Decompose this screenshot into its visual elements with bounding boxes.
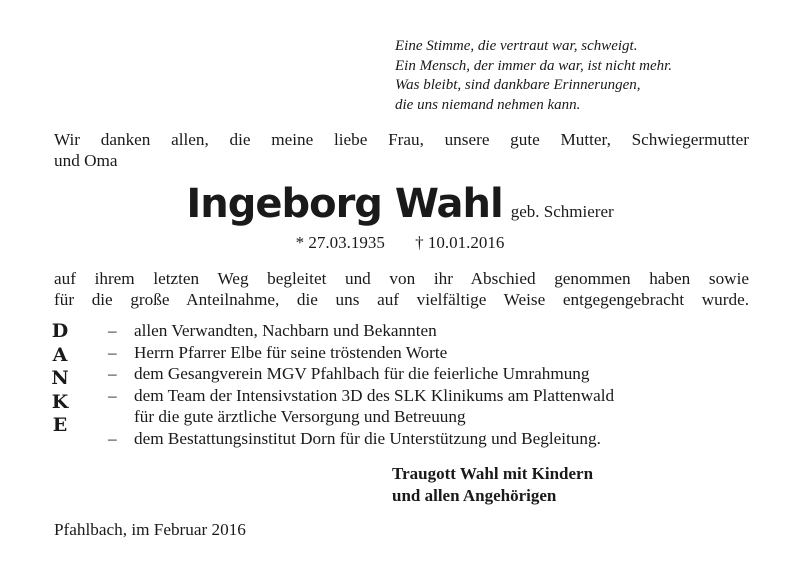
thanks-text-line: dem Team der Intensivstation 3D des SLK Klinikums am Plattenwald [134, 385, 615, 405]
place-date: Pfahlbach, im Februar 2016 [54, 520, 246, 539]
danke-vertical [50, 320, 70, 438]
maiden-name: geb. Schmierer [510, 202, 614, 221]
death-date: † 10.01.2016 [415, 233, 505, 252]
follow-line: auf ihrem letzten Weg begleitet und von ihr Abschied genommen haben sowie [54, 269, 749, 288]
danke-letter: N [51, 367, 69, 389]
dash: – [108, 321, 117, 340]
list-item [108, 363, 753, 385]
signature-line: Traugott Wahl mit Kindern [392, 464, 594, 483]
thanks-text: Herrn Pfarrer Elbe für seine tröstenden Worte [134, 342, 448, 362]
signature-line: und allen Angehörigen [392, 485, 557, 505]
deceased-heading [0, 181, 800, 227]
poem-line: die uns niemand nehmen kann. [395, 96, 581, 113]
list-item [108, 428, 753, 450]
thanks-text: dem Gesangverein MGV Pfahlbach für die feierliche Umrahmung [134, 364, 590, 384]
dash: – [108, 428, 117, 448]
dash: – [108, 342, 117, 362]
danke-letter: A [52, 343, 68, 366]
thanks-text [134, 385, 753, 428]
danke-letter: D [51, 320, 69, 342]
list-item [108, 342, 753, 364]
thanks-text: allen Verwandten, Nachbarn und Bekannten [134, 321, 437, 340]
follow-text [54, 268, 749, 310]
list-item [108, 385, 753, 428]
deceased-name: Ingeborg Wahl [186, 181, 503, 227]
intro-text [54, 129, 749, 171]
poem-line: Eine Stimme, die vertraut war, schweigt. [395, 38, 638, 54]
dash: – [108, 364, 117, 384]
intro-line: und Oma [54, 151, 118, 170]
signature [392, 463, 593, 506]
thanks-text: dem Bestattungsinstitut Dorn für die Unterstützung und Begleitung. [134, 428, 601, 448]
birth-date: * 27.03.1935 [295, 233, 385, 252]
follow-line: für die große Anteilnahme, die uns auf vielfältige Weise entgegengebracht wurde. [54, 290, 749, 309]
intro-line: Wir danken allen, die meine liebe Frau, unsere gute Mutter, Schwiegermutter [54, 130, 749, 149]
thanks-list [108, 320, 753, 450]
danke-letter: E [52, 414, 68, 436]
danke-letter: K [51, 390, 69, 413]
poem-verse [395, 37, 775, 115]
thanks-text-line: für die gute ärztliche Versorgung und Betreuung [134, 407, 466, 427]
poem-line: Ein Mensch, der immer da war, ist nicht mehr. [395, 57, 673, 74]
poem-line: Was bleibt, sind dankbare Erinnerungen, [395, 77, 641, 93]
dash: – [108, 385, 117, 405]
list-item [108, 320, 753, 342]
life-dates [0, 233, 800, 253]
